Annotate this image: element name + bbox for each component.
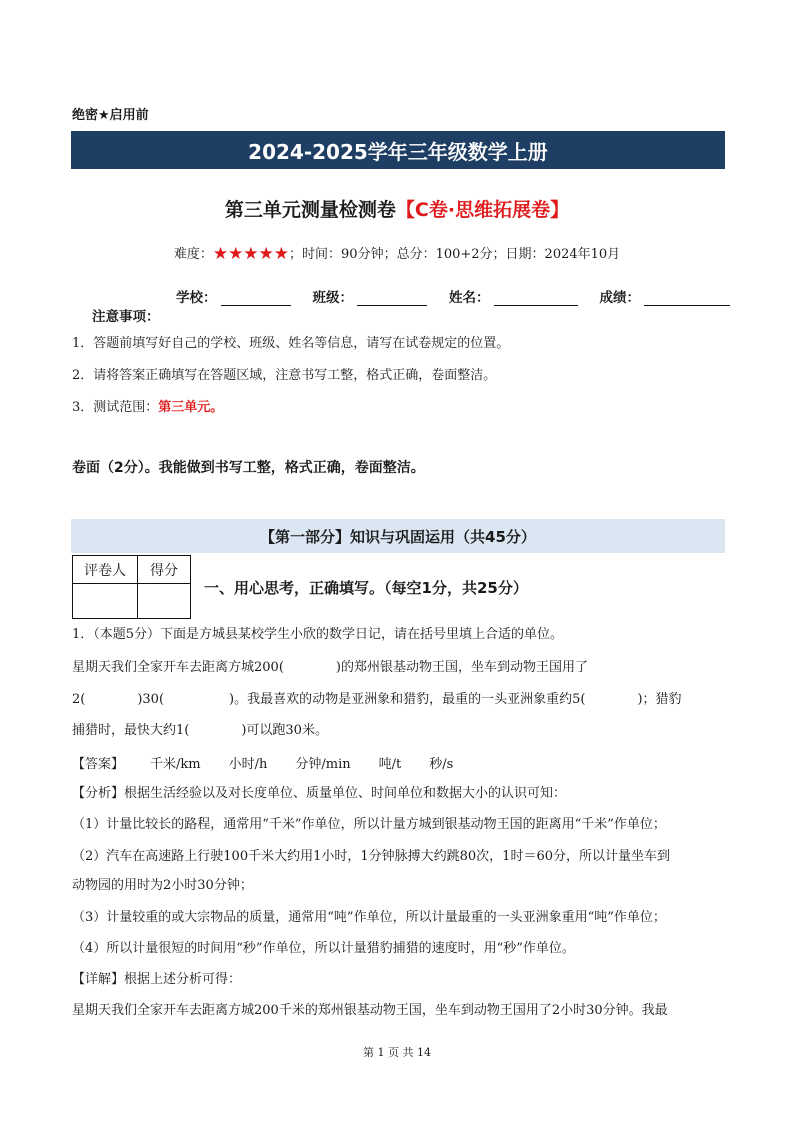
name-field[interactable] [449, 286, 578, 306]
analysis-point-3: （3）计量较重的或大宗物品的质量，通常用“吨”作单位，所以计量最重的一头亚洲象重用“吨”作单位； [72, 910, 666, 925]
score-blank[interactable] [644, 291, 730, 306]
answer-2: 小时/h [228, 757, 268, 772]
part1-banner [71, 519, 725, 553]
analysis-point-4: （4）所以计量很短的时间用“秒”作单位，所以计量猎豹捕猎的速度时，用“秒”作单位。 [72, 941, 575, 956]
detail-intro: 【详解】根据上述分析可得： [72, 972, 242, 987]
confidential-label: 绝密★启用前 [72, 108, 149, 123]
notice-item-1: 1．答题前填写好自己的学校、班级、姓名等信息，请写在试卷规定的位置。 [72, 336, 510, 351]
answer-3: 分钟/min [295, 757, 351, 772]
analysis-point-2b: 动物园的用时为2小时30分钟； [72, 878, 253, 893]
notice-item-2: 2．请将答案正确填写在答题区域，注意书写工整，格式正确，卷面整洁。 [72, 368, 497, 383]
school-field[interactable] [176, 286, 291, 306]
exam-title: 2024-2025学年三年级数学上册 [248, 139, 548, 164]
question1-stem: 1．（本题5分）下面是方城县某校学生小欣的数学日记，请在括号里填上合适的单位。 [72, 627, 564, 642]
class-label: 班级： [312, 290, 353, 306]
section1-title: 一、用心思考，正确填写。（每空1分，共25分） [204, 579, 528, 597]
notice-heading: 注意事项： [92, 309, 160, 325]
exam-meta [0, 243, 794, 264]
test-scope: 第三单元。 [158, 400, 224, 415]
answer-4: 吨/t [378, 757, 402, 772]
notice-item-3-prefix: 3．测试范围： [72, 400, 159, 415]
answer-1: 千米/km [150, 757, 201, 772]
notice-item-3 [72, 396, 223, 415]
score-label: 成绩： [599, 290, 640, 306]
class-field[interactable] [313, 286, 428, 306]
part1-title: 【第一部分】知识与巩固运用（共45分） [260, 527, 536, 546]
exam-title-banner [71, 131, 725, 169]
name-blank[interactable] [494, 291, 578, 306]
subtitle-main: 第三单元测量检测卷 [224, 199, 396, 221]
analysis-intro: 【分析】根据生活经验以及对长度单位、质量单位、时间单位和数据大小的认识可知： [72, 786, 567, 801]
meta-details: ；时间：90分钟；总分：100+2分；日期：2024年10月 [289, 247, 621, 262]
page-footer: 第 1 页 共 14 [363, 1046, 431, 1059]
neatness-statement: 卷面（2分）。我能做到书写工整，格式正确，卷面整洁。 [72, 460, 425, 476]
analysis-point-2a: （2）汽车在高速路上行驶100千米大约用1小时，1分钟脉搏大约跳80次，1时＝60分，所以计量坐车到 [72, 849, 670, 864]
answer-label: 【答案】 [72, 757, 125, 772]
question1-line-3: 捕猎时，最快大约1( )可以跑30米。 [72, 723, 328, 738]
answer-row [72, 753, 481, 772]
subtitle-tag: 【C卷·思维拓展卷】 [395, 199, 570, 221]
grader-header: 评卷人 [73, 556, 138, 584]
score-table [72, 555, 191, 619]
score-cell[interactable] [138, 584, 191, 619]
student-info-row [176, 286, 730, 306]
detail-line-1: 星期天我们全家开车去距离方城200千米的郑州银基动物王国，坐车到动物王国用了2小时30分钟。我最 [72, 1003, 668, 1018]
score-field[interactable] [600, 286, 731, 306]
grader-cell[interactable] [73, 584, 138, 619]
answer-5: 秒/s [429, 757, 454, 772]
exam-subtitle [0, 195, 794, 222]
school-label: 学校： [176, 290, 217, 306]
question1-line-2: 2( )30( )。我最喜欢的动物是亚洲象和猎豹，最重的一头亚洲象重约5( )；猎豹 [72, 692, 682, 707]
analysis-point-1: （1）计量比较长的路程，通常用“千米”作单位，所以计量方城到银基动物王国的距离用“千米”作单位； [72, 817, 666, 832]
question1-line-1: 星期天我们全家开车去距离方城200( )的郑州银基动物王国，坐车到动物王国用了 [72, 660, 588, 675]
name-label: 姓名： [449, 290, 490, 306]
class-blank[interactable] [357, 291, 427, 306]
score-header: 得分 [138, 556, 191, 584]
difficulty-label: 难度： [173, 247, 213, 262]
school-blank[interactable] [221, 291, 291, 306]
difficulty-stars-icon: ★★★★★ [212, 244, 290, 264]
